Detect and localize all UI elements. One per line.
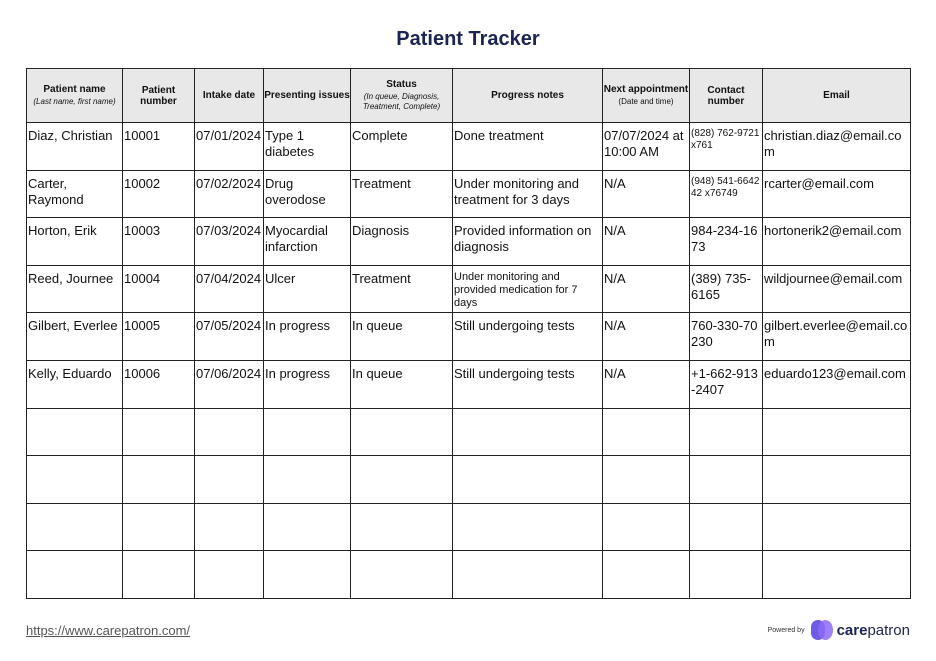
col-label: Patient number — [140, 84, 177, 107]
empty-cell — [763, 408, 911, 456]
cell-name: Horton, Erik — [27, 218, 123, 266]
cell-intake: 07/05/2024 — [195, 313, 264, 361]
col-patient-number — [123, 69, 195, 123]
empty-cell — [603, 551, 690, 599]
page-title: Patient Tracker — [396, 28, 540, 50]
cell-number: 10004 — [123, 265, 195, 313]
col-patient-name — [27, 69, 123, 123]
col-sublabel: (Last name, first name) — [33, 97, 116, 106]
table-row — [27, 170, 911, 218]
empty-cell — [123, 503, 195, 551]
col-email — [763, 69, 911, 123]
powered-by-brand[interactable] — [768, 620, 910, 640]
cell-issues: Ulcer — [264, 265, 351, 313]
brand-name-rest: patron — [867, 621, 910, 639]
cell-issues: Drug overodose — [264, 170, 351, 218]
empty-cell — [195, 408, 264, 456]
cell-notes: Under monitoring and provided medication for 7 days — [453, 265, 603, 313]
col-next-appointment — [603, 69, 690, 123]
empty-cell — [763, 551, 911, 599]
cell-intake: 07/01/2024 — [195, 123, 264, 171]
empty-cell — [123, 551, 195, 599]
cell-email: rcarter@email.com — [763, 170, 911, 218]
empty-cell — [690, 551, 763, 599]
table-row — [27, 313, 911, 361]
cell-appointment: N/A — [603, 265, 690, 313]
cell-name: Carter, Raymond — [27, 170, 123, 218]
cell-contact: 984-234-1673 — [690, 218, 763, 266]
empty-cell — [264, 551, 351, 599]
brand-name — [837, 622, 910, 639]
empty-cell — [351, 503, 453, 551]
cell-name: Gilbert, Everlee — [27, 313, 123, 361]
empty-row — [27, 551, 911, 599]
cell-issues: In progress — [264, 313, 351, 361]
cell-number: 10005 — [123, 313, 195, 361]
cell-contact: +1-662-913-2407 — [690, 360, 763, 408]
cell-notes: Still undergoing tests — [453, 313, 603, 361]
powered-by-label: Powered by — [767, 626, 805, 634]
empty-cell — [195, 551, 264, 599]
cell-contact: (948) 541-6642 42 x76749 — [690, 170, 763, 218]
cell-notes: Done treatment — [453, 123, 603, 171]
cell-status: Complete — [351, 123, 453, 171]
cell-name: Diaz, Christian — [27, 123, 123, 171]
cell-email: gilbert.everlee@email.com — [763, 313, 911, 361]
empty-cell — [690, 408, 763, 456]
empty-cell — [264, 456, 351, 504]
empty-cell — [603, 408, 690, 456]
cell-status: Treatment — [351, 170, 453, 218]
cell-name: Kelly, Eduardo — [27, 360, 123, 408]
cell-notes: Still undergoing tests — [453, 360, 603, 408]
cell-appointment: N/A — [603, 313, 690, 361]
cell-number: 10006 — [123, 360, 195, 408]
empty-cell — [453, 408, 603, 456]
cell-name: Reed, Journee — [27, 265, 123, 313]
col-label: Email — [823, 90, 850, 101]
cell-email: eduardo123@email.com — [763, 360, 911, 408]
col-label: Next appointment — [603, 84, 689, 95]
empty-cell — [27, 551, 123, 599]
cell-number: 10003 — [123, 218, 195, 266]
cell-appointment: N/A — [603, 170, 690, 218]
table-header-row — [27, 69, 911, 123]
empty-cell — [27, 408, 123, 456]
empty-cell — [603, 503, 690, 551]
cell-notes: Provided information on diagnosis — [453, 218, 603, 266]
cell-status: Treatment — [351, 265, 453, 313]
col-intake-date — [195, 69, 264, 123]
col-status — [351, 69, 453, 123]
empty-cell — [351, 408, 453, 456]
empty-cell — [690, 456, 763, 504]
table-row — [27, 265, 911, 313]
col-label: Patient name — [43, 84, 106, 95]
cell-email: hortonerik2@email.com — [763, 218, 911, 266]
cell-email: christian.diaz@email.com — [763, 123, 911, 171]
col-progress-notes — [453, 69, 603, 123]
table-row — [27, 123, 911, 171]
empty-cell — [351, 551, 453, 599]
empty-cell — [603, 456, 690, 504]
empty-cell — [763, 456, 911, 504]
empty-cell — [264, 503, 351, 551]
cell-appointment: N/A — [603, 360, 690, 408]
brand-name-bold: care — [836, 621, 868, 639]
cell-appointment: 07/07/2024 at 10:00 AM — [603, 123, 690, 171]
cell-status: In queue — [351, 313, 453, 361]
cell-intake: 07/02/2024 — [195, 170, 264, 218]
empty-cell — [27, 503, 123, 551]
empty-row — [27, 503, 911, 551]
cell-intake: 07/03/2024 — [195, 218, 264, 266]
col-contact-number — [690, 69, 763, 123]
col-sublabel: (In queue, Diagnosis, Treatment, Complete) — [362, 92, 441, 111]
cell-status: Diagnosis — [351, 218, 453, 266]
empty-cell — [264, 408, 351, 456]
empty-cell — [195, 503, 264, 551]
cell-issues: Type 1 diabetes — [264, 123, 351, 171]
empty-row — [27, 408, 911, 456]
cell-number: 10001 — [123, 123, 195, 171]
col-presenting-issues — [264, 69, 351, 123]
empty-cell — [453, 503, 603, 551]
cell-status: In queue — [351, 360, 453, 408]
cell-intake: 07/06/2024 — [195, 360, 264, 408]
cell-appointment: N/A — [603, 218, 690, 266]
empty-cell — [123, 408, 195, 456]
carepatron-link[interactable]: https://www.carepatron.com/ — [26, 623, 191, 638]
table-row — [27, 360, 911, 408]
empty-cell — [195, 456, 264, 504]
col-sublabel: (Date and time) — [618, 97, 674, 106]
empty-cell — [763, 503, 911, 551]
col-label: Progress notes — [491, 90, 564, 101]
col-label: Presenting issues — [264, 90, 350, 101]
patient-tracker-table — [26, 68, 911, 599]
cell-contact: (828) 762-9721 x761 — [690, 123, 763, 171]
empty-cell — [453, 456, 603, 504]
empty-row — [27, 456, 911, 504]
col-label: Intake date — [202, 90, 256, 101]
empty-cell — [351, 456, 453, 504]
empty-cell — [123, 456, 195, 504]
cell-number: 10002 — [123, 170, 195, 218]
cell-contact: (389) 735-6165 — [690, 265, 763, 313]
empty-cell — [453, 551, 603, 599]
cell-contact: 760-330-70230 — [690, 313, 763, 361]
table-row — [27, 218, 911, 266]
cell-email: wildjournee@email.com — [763, 265, 911, 313]
carepatron-logo-icon — [811, 620, 833, 640]
col-label: Status — [386, 79, 417, 90]
col-label: Contact number — [707, 84, 745, 107]
cell-intake: 07/04/2024 — [195, 265, 264, 313]
cell-issues: Myocardial infarction — [264, 218, 351, 266]
empty-cell — [690, 503, 763, 551]
cell-notes: Under monitoring and treatment for 3 days — [453, 170, 603, 218]
cell-issues: In progress — [264, 360, 351, 408]
empty-cell — [27, 456, 123, 504]
